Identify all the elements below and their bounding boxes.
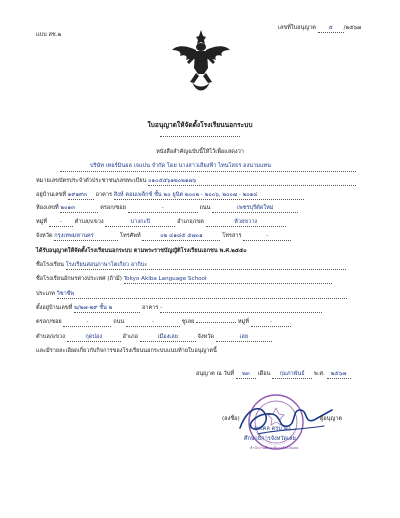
permission-statement: ได้รับอนุญาตให้จัดตั้งโรงเรียนนอกระบบ ตามพระราชบัญญัติโรงเรียนเอกชน พ.ศ.๒๕๕๐ bbox=[36, 248, 247, 254]
school-foreign-value: Tokyo Akiba Language School bbox=[124, 276, 332, 284]
school-name-row bbox=[36, 262, 346, 270]
room-value: ๒๐๑๓ bbox=[60, 205, 98, 213]
province-value: กรุงเทพมหานคร bbox=[54, 233, 118, 241]
school-tambon-label: ตำบล/แขวง bbox=[36, 334, 65, 340]
school-soi-value: - bbox=[63, 319, 111, 327]
signer-position: ศึกษาธิการจังหวัดเลย bbox=[244, 436, 296, 442]
building-label: อาคาร bbox=[95, 192, 112, 198]
school-road-value: - bbox=[126, 319, 180, 327]
phone-label: โทรศัพท์ bbox=[120, 233, 141, 239]
applicant-name: บริษัท เทอร์มินอล เจแปน จำกัด โดย นางสาวเสียงฟ้า ไทนโสธร องนามแทน bbox=[90, 163, 272, 169]
school-house-value: ๒/๒๗-๒๙ ชั้น ๒ bbox=[74, 305, 140, 313]
moo-value: - bbox=[49, 219, 73, 227]
school-amphoe-label: อำเภอ bbox=[122, 334, 138, 340]
tambon-value: บางกะปิ bbox=[105, 219, 175, 227]
date-day: ๒๓ bbox=[236, 371, 256, 379]
date-month-label: เดือน bbox=[257, 371, 271, 377]
school-amphoe-value: เมืองเลย bbox=[140, 334, 196, 342]
moo-label: หมู่ที่ bbox=[36, 219, 48, 225]
license-no-value: ๕ bbox=[318, 25, 344, 33]
fax-value: - bbox=[243, 233, 291, 241]
school-province-value: เลย bbox=[216, 334, 272, 342]
school-type-value: วิชาชีพ bbox=[57, 291, 347, 299]
room-label: ห้องเลขที่ bbox=[36, 205, 59, 211]
amphoe-label: อำเภอ/เขต bbox=[177, 219, 204, 225]
school-type-row bbox=[36, 291, 347, 299]
date-year: ๒๕๖๗ bbox=[327, 371, 351, 379]
school-province-label: จังหวัด bbox=[197, 334, 215, 340]
road-label: ถนน bbox=[199, 205, 211, 211]
license-year: /๒๕๖๗ bbox=[343, 25, 362, 31]
date-row bbox=[196, 371, 351, 379]
amphoe-value: ห้วยขวาง bbox=[206, 219, 286, 227]
license-no-label: เลขที่ใบอนุญาต bbox=[278, 25, 316, 31]
road-value: เพชรบุรีตัดใหม่ bbox=[212, 205, 298, 213]
school-building-label: อาคาร bbox=[141, 305, 159, 311]
school-moo-label: หมู่ที่ bbox=[237, 319, 249, 325]
address-row-3 bbox=[36, 219, 286, 227]
document-subtitle: หนังสือสำคัญฉบับนี้ให้ไว้เพื่อแสดงว่า bbox=[156, 149, 244, 155]
fax-label: โทรสาร bbox=[222, 233, 242, 239]
house-no-value: ๑๙๑๙๓ bbox=[68, 192, 94, 200]
title-divider bbox=[160, 136, 240, 137]
school-name-label: ชื่อโรงเรียน bbox=[36, 262, 64, 268]
school-address-row-2 bbox=[36, 319, 291, 327]
sign-label: (ลงชื่อ) bbox=[222, 416, 240, 422]
garuda-emblem-icon bbox=[170, 28, 232, 94]
date-month: กุมภาพันธ์ bbox=[272, 371, 312, 379]
school-house-label: ตั้งอยู่บ้านเลขที่ bbox=[36, 305, 73, 311]
school-tambon-value: กุดป่อง bbox=[67, 334, 121, 342]
license-number-row bbox=[278, 25, 361, 33]
school-foreign-row bbox=[36, 276, 332, 284]
date-year-label: พ.ศ. bbox=[313, 371, 325, 377]
soi-label: ตรอก/ซอย bbox=[100, 205, 126, 211]
province-label: จังหวัด bbox=[36, 233, 53, 239]
date-prefix: อนุญาต ณ วันที่ bbox=[196, 371, 235, 377]
address-row-1 bbox=[36, 192, 304, 200]
id-value: ๐๑๐๕๕๖๑๒๐๒๑๗๖ bbox=[148, 178, 356, 186]
id-label: หมายเลขบัตรประจำตัวประชาชน/เลขทะเบียน bbox=[36, 178, 147, 184]
applicant-line bbox=[60, 171, 356, 172]
school-building-value: - bbox=[160, 305, 322, 313]
school-type-label: ประเภท bbox=[36, 291, 55, 297]
address-row-2 bbox=[36, 205, 298, 213]
school-address-row-1 bbox=[36, 305, 322, 313]
signer-name: (มงคล ครุบวด) bbox=[254, 426, 291, 432]
address-row-4 bbox=[36, 233, 291, 241]
school-name-value: โรงเรียนสอนภาษาโตเกียว อากิบะ bbox=[66, 262, 346, 270]
form-code: แบบ สช.๒ bbox=[36, 32, 62, 38]
school-soi-label: ตรอก/ซอย bbox=[36, 319, 62, 325]
signer-role: ผู้อนุญาต bbox=[320, 416, 343, 422]
seal-text: สำนักงานศึกษาธิการจังหวัดเลย bbox=[250, 446, 299, 450]
school-moo-value: - bbox=[251, 319, 291, 327]
soi-value: - bbox=[128, 205, 198, 213]
school-road-label: ถนน bbox=[113, 319, 125, 325]
school-foreign-label: ชื่อโรงเรียนอักษรต่างประเทศ (ถ้ามี) bbox=[36, 276, 122, 282]
school-sub-label: ซูเลย bbox=[181, 319, 195, 325]
phone-value: ๐๒ ๔๑๘๕ ๕๗๐๑ bbox=[142, 233, 220, 241]
school-address-row-3 bbox=[36, 334, 272, 342]
house-no-label: อยู่บ้านเลขที่ bbox=[36, 192, 67, 198]
school-sub-value bbox=[196, 322, 236, 323]
tambon-label: ตำบล/แขวง bbox=[74, 219, 104, 225]
document-title: ใบอนุญาตให้จัดตั้งโรงเรียนนอกระบบ bbox=[147, 121, 253, 129]
building-value: สิงห์ คอมเพล็กซ์ ชั้น ๒๐ ยูนิต ๒๐๐๒ - ๒๐๐๖, ๒๐๐๗ - ๒๐๑๔ bbox=[114, 192, 304, 200]
remark-text: และมีรายละเอียดเกี่ยวกับกิจการของโรงเรียนนอกระบบแนบท้ายใบอนุญาตนี้ bbox=[36, 348, 217, 354]
id-row bbox=[36, 178, 356, 186]
